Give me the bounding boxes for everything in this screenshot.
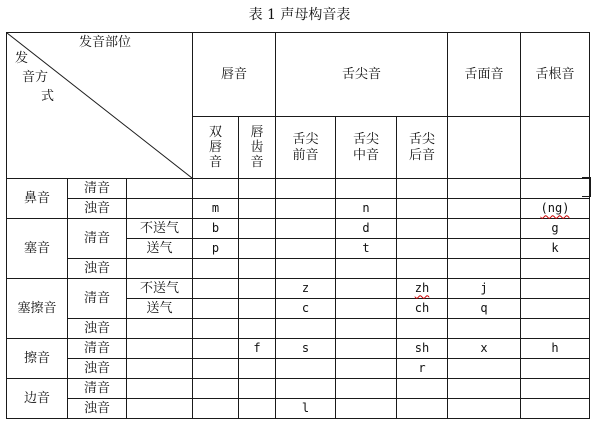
table-cell xyxy=(239,279,276,299)
voicing-nasal-voiced: 浊音 xyxy=(68,199,127,219)
table-cell xyxy=(193,319,239,339)
aspiration-stop-aspirated: 送气 xyxy=(127,239,193,259)
table-cell xyxy=(193,299,239,319)
table-cell xyxy=(336,299,397,319)
group-header-palatal: 舌面音 xyxy=(448,33,521,117)
subheader-alveolar-front-2: 前音 xyxy=(292,147,319,163)
table-cell xyxy=(239,399,276,419)
table-cell xyxy=(521,379,590,399)
table-cell xyxy=(448,379,521,399)
table-cell xyxy=(127,259,193,279)
consonant-x: x xyxy=(448,339,521,359)
table-cell xyxy=(193,179,239,199)
table-cell xyxy=(239,219,276,239)
manner-stop: 塞音 xyxy=(7,219,68,279)
table-cell xyxy=(521,299,590,319)
consonant-g: g xyxy=(521,219,590,239)
table-cell xyxy=(127,399,193,419)
consonant-z: z xyxy=(276,279,336,299)
voicing-lateral-voiced: 浊音 xyxy=(68,399,127,419)
table-cell xyxy=(521,319,590,339)
table-cell xyxy=(276,239,336,259)
consonant-r: r xyxy=(397,359,448,379)
table-cell xyxy=(521,359,590,379)
table-cell xyxy=(397,259,448,279)
subheader-alveolar-back-1: 舌尖 xyxy=(408,132,435,148)
aspiration-affricate-aspirated: 送气 xyxy=(127,299,193,319)
table-cell xyxy=(276,219,336,239)
voicing-nasal-voiceless: 清音 xyxy=(68,179,127,199)
table-cell xyxy=(239,239,276,259)
table-cell xyxy=(127,339,193,359)
table-cell xyxy=(397,199,448,219)
table-cell xyxy=(397,379,448,399)
table-cell xyxy=(127,179,193,199)
voicing-lateral-voiceless: 清音 xyxy=(68,379,127,399)
table-cell xyxy=(193,339,239,359)
subheader-alveolar-front xyxy=(276,117,336,179)
table-cell xyxy=(397,319,448,339)
consonant-zh xyxy=(397,279,448,299)
consonant-j: j xyxy=(448,279,521,299)
subheader-palatal-empty xyxy=(448,117,521,179)
consonant-s: s xyxy=(276,339,336,359)
table-cell xyxy=(448,179,521,199)
consonant-ng xyxy=(521,199,590,219)
table-cell xyxy=(127,359,193,379)
table-cell xyxy=(127,319,193,339)
table-cell xyxy=(521,279,590,299)
subheader-bilabial-2: 唇 xyxy=(208,139,222,155)
corner-manner-label-3: 式 xyxy=(41,89,55,104)
subheader-alveolar-mid xyxy=(336,117,397,179)
table-cell xyxy=(397,239,448,259)
aspiration-stop-unaspirated: 不送气 xyxy=(127,219,193,239)
manner-fricative: 擦音 xyxy=(7,339,68,379)
table-cell xyxy=(448,399,521,419)
consonant-h: h xyxy=(521,339,590,359)
group-header-velar: 舌根音 xyxy=(521,33,590,117)
table-cell xyxy=(276,319,336,339)
corner-place-label: 发音部位 xyxy=(79,35,132,50)
subheader-alveolar-back xyxy=(397,117,448,179)
consonant-b: b xyxy=(193,219,239,239)
table-cell xyxy=(448,359,521,379)
consonant-f: f xyxy=(239,339,276,359)
table-cell xyxy=(448,199,521,219)
table-cell xyxy=(193,279,239,299)
subheader-labiodental-1: 唇 xyxy=(250,124,264,140)
subheader-labiodental-3: 音 xyxy=(250,155,264,171)
table-corner-header xyxy=(7,33,193,179)
corner-manner-label-2: 音方 xyxy=(22,70,49,85)
table-cell xyxy=(239,319,276,339)
table-cell xyxy=(127,379,193,399)
table-cell xyxy=(239,379,276,399)
subheader-alveolar-back-2: 后音 xyxy=(408,147,435,163)
table-cell xyxy=(521,399,590,419)
table-cell xyxy=(276,379,336,399)
table-cell xyxy=(336,359,397,379)
table-cell xyxy=(448,259,521,279)
consonant-d: d xyxy=(336,219,397,239)
voicing-affricate-voiceless: 清音 xyxy=(68,279,127,319)
table-cell xyxy=(336,399,397,419)
table-cell xyxy=(239,179,276,199)
table-cell xyxy=(276,259,336,279)
table-cell xyxy=(276,179,336,199)
manner-affricate: 塞擦音 xyxy=(7,279,68,339)
consonant-n: n xyxy=(336,199,397,219)
consonant-p: p xyxy=(193,239,239,259)
corner-diagonal-line xyxy=(7,33,192,178)
subheader-alveolar-mid-1: 舌尖 xyxy=(352,132,379,148)
manner-nasal: 鼻音 xyxy=(7,179,68,219)
voicing-fricative-voiced: 浊音 xyxy=(68,359,127,379)
consonant-c: c xyxy=(276,299,336,319)
table-cell xyxy=(336,319,397,339)
table-cell xyxy=(239,359,276,379)
voicing-affricate-voiced: 浊音 xyxy=(68,319,127,339)
table-cell xyxy=(521,259,590,279)
table-cell xyxy=(336,339,397,359)
subheader-labiodental xyxy=(239,117,276,179)
consonant-m: m xyxy=(193,199,239,219)
table-cell xyxy=(397,219,448,239)
subheader-alveolar-mid-2: 中音 xyxy=(352,147,379,163)
consonant-ch: ch xyxy=(397,299,448,319)
table-cell xyxy=(397,399,448,419)
table-cell xyxy=(397,179,448,199)
table-overhang-stub xyxy=(582,177,591,197)
subheader-velar-empty xyxy=(521,117,590,179)
table-cell xyxy=(448,239,521,259)
table-cell xyxy=(193,399,239,419)
table-cell xyxy=(276,199,336,219)
consonant-zh-text: zh xyxy=(414,281,430,296)
subheader-labiodental-2: 齿 xyxy=(250,139,264,155)
subheader-alveolar-front-1: 舌尖 xyxy=(292,132,319,148)
table-cell xyxy=(521,179,590,199)
subheader-bilabial xyxy=(193,117,239,179)
table-cell xyxy=(336,259,397,279)
table-cell xyxy=(448,219,521,239)
consonant-l: l xyxy=(276,399,336,419)
initials-articulation-table xyxy=(6,32,590,419)
subheader-bilabial-3: 音 xyxy=(208,155,222,171)
consonant-sh: sh xyxy=(397,339,448,359)
group-header-apical: 舌尖音 xyxy=(276,33,448,117)
table-cell xyxy=(239,299,276,319)
voicing-fricative-voiceless: 清音 xyxy=(68,339,127,359)
table-cell xyxy=(276,359,336,379)
voicing-stop-voiceless: 清音 xyxy=(68,219,127,259)
manner-lateral: 边音 xyxy=(7,379,68,419)
table-cell xyxy=(336,279,397,299)
table-cell xyxy=(193,259,239,279)
table-cell xyxy=(448,319,521,339)
table-cell xyxy=(127,199,193,219)
table-cell xyxy=(239,259,276,279)
consonant-t: t xyxy=(336,239,397,259)
group-header-labial: 唇音 xyxy=(193,33,276,117)
consonant-ng-text: (ng) xyxy=(540,201,570,216)
table-cell xyxy=(239,199,276,219)
table-cell xyxy=(193,359,239,379)
table-cell xyxy=(336,179,397,199)
table-cell xyxy=(336,379,397,399)
corner-manner-label-1: 发 xyxy=(15,51,29,66)
table-caption: 表 1 声母构音表 xyxy=(248,7,351,23)
table-cell xyxy=(193,379,239,399)
consonant-k: k xyxy=(521,239,590,259)
voicing-stop-voiced: 浊音 xyxy=(68,259,127,279)
consonant-q: q xyxy=(448,299,521,319)
subheader-bilabial-1: 双 xyxy=(208,124,222,140)
aspiration-affricate-unaspirated: 不送气 xyxy=(127,279,193,299)
